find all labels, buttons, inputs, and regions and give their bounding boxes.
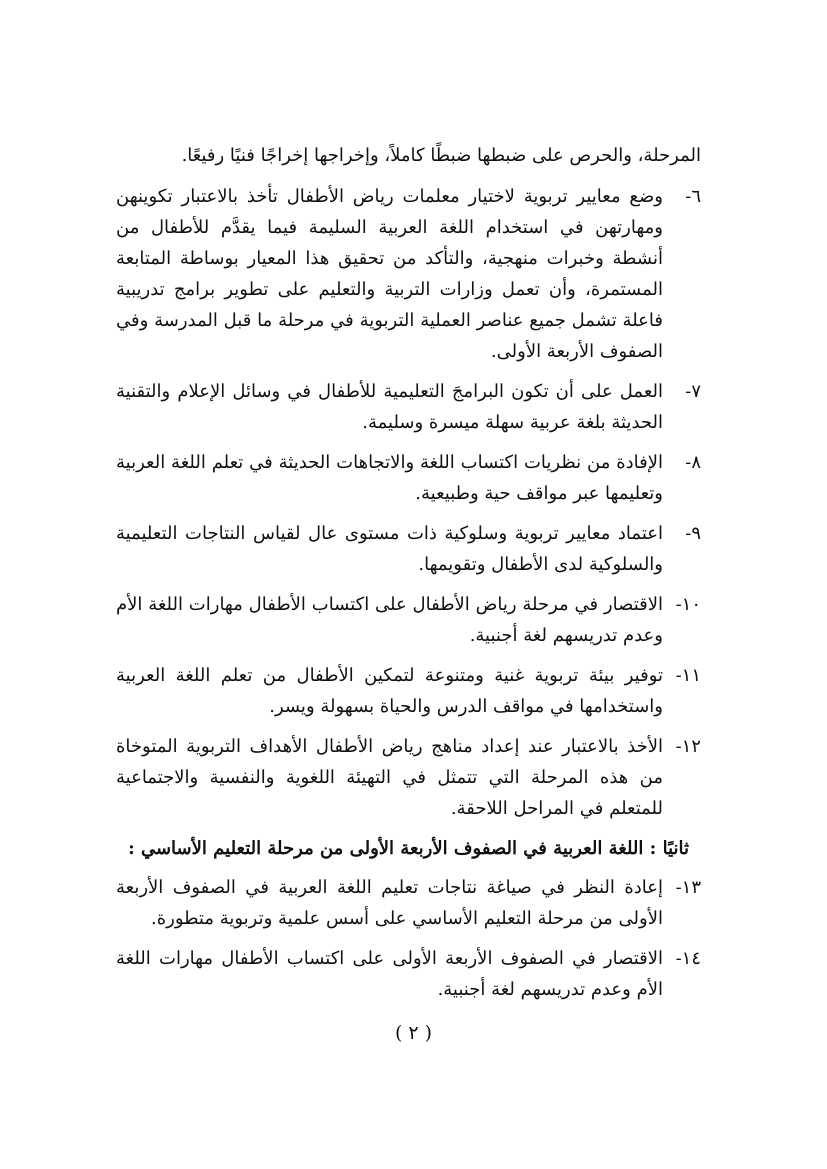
list-item — [116, 872, 701, 934]
continuation-paragraph: المرحلة، والحرص على ضبطها ضبطًا كاملاً، وإخراجها إخراجًا فنيًا رفيعًا. — [181, 145, 701, 166]
list-item — [116, 731, 701, 824]
item-text: الاقتصار في الصفوف الأربعة الأولى على اكتساب الأطفال مهارات اللغة الأم وعدم تدريسهم لغة أجنبية. — [116, 948, 663, 1000]
list-item — [116, 660, 701, 722]
item-text: الإفادة من نظريات اكتساب اللغة والاتجاهات الحديثة في تعلم اللغة العربية وتعليمها عبر مواقف حية وطبيعية. — [116, 452, 664, 504]
recommendations-list-part1 — [116, 181, 701, 824]
recommendations-list-part2 — [116, 872, 701, 1005]
item-number: ١٠- — [675, 594, 701, 615]
item-text: إعادة النظر في صياغة نتاجات تعليم اللغة العربية في الصفوف الأربعة الأولى من مرحلة التعليم الأساسي على أسس علمية وتربوية متطورة. — [116, 877, 663, 929]
item-number: ٩- — [685, 523, 701, 544]
page-number: ( ٢ ) — [394, 1022, 433, 1044]
list-item — [116, 589, 701, 651]
list-item — [116, 447, 701, 509]
item-text: وضع معايير تربوية لاختيار معلمات رياض الأطفال تأخذ بالاعتبار تكوينهن ومهارتهن في استخدام اللغة العربية السليمة فيما يقدَّم للأطفال من أنشطة وخبرات منهجية، والتأكد من تحقيق هذا المعيار بوساطة المتابعة المستمرة، وأن تعمل وزارات التربية والتعليم على تطوير برامج تدريبية فاعلة تشمل جميع عناصر العملية التربوية في مرحلة ما قبل المدرسة وفي الصفوف الأربعة الأولى. — [116, 186, 663, 362]
item-text: الأخذ بالاعتبار عند إعداد مناهج رياض الأطفال الأهداف التربوية المتوخاة من هذه المرحلة التي تتمثل في التهيئة اللغوية والنفسية والاجتماعية للمتعلم في المراحل اللاحقة. — [116, 736, 663, 819]
item-number: ١٢- — [675, 736, 701, 757]
list-item — [116, 518, 701, 580]
item-text: اعتماد معايير تربوية وسلوكية ذات مستوى عال لقياس النتاجات التعليمية والسلوكية لدى الأطفال وتقويمها. — [116, 523, 663, 575]
item-text: العمل على أن تكون البرامجَ التعليمية للأطفال في وسائل الإعلام والتقنية الحديثة بلغة عربية سهلة ميسرة وسليمة. — [116, 381, 663, 433]
item-number: ١٣- — [675, 877, 701, 898]
item-number: ٦- — [685, 186, 701, 207]
item-number: ١١- — [675, 665, 701, 686]
list-item — [116, 181, 701, 367]
item-number: ٧- — [685, 381, 701, 402]
list-item — [116, 943, 701, 1005]
page-body — [116, 140, 701, 1014]
section-heading: ثانيًا : اللغة العربية في الصفوف الأربعة الأولى من مرحلة التعليم الأساسي : — [128, 838, 689, 859]
list-item — [116, 376, 701, 438]
item-number: ٨- — [685, 452, 701, 473]
item-text: الاقتصار في مرحلة رياض الأطفال على اكتساب الأطفال مهارات اللغة الأم وعدم تدريسهم لغة أجنبية. — [116, 594, 663, 646]
item-number: ١٤- — [675, 948, 701, 969]
item-text: توفير بيئة تربوية غنية ومتنوعة لتمكين الأطفال من تعلم اللغة العربية واستخدامها في مواقف الدرس والحياة بسهولة ويسر. — [116, 665, 663, 717]
